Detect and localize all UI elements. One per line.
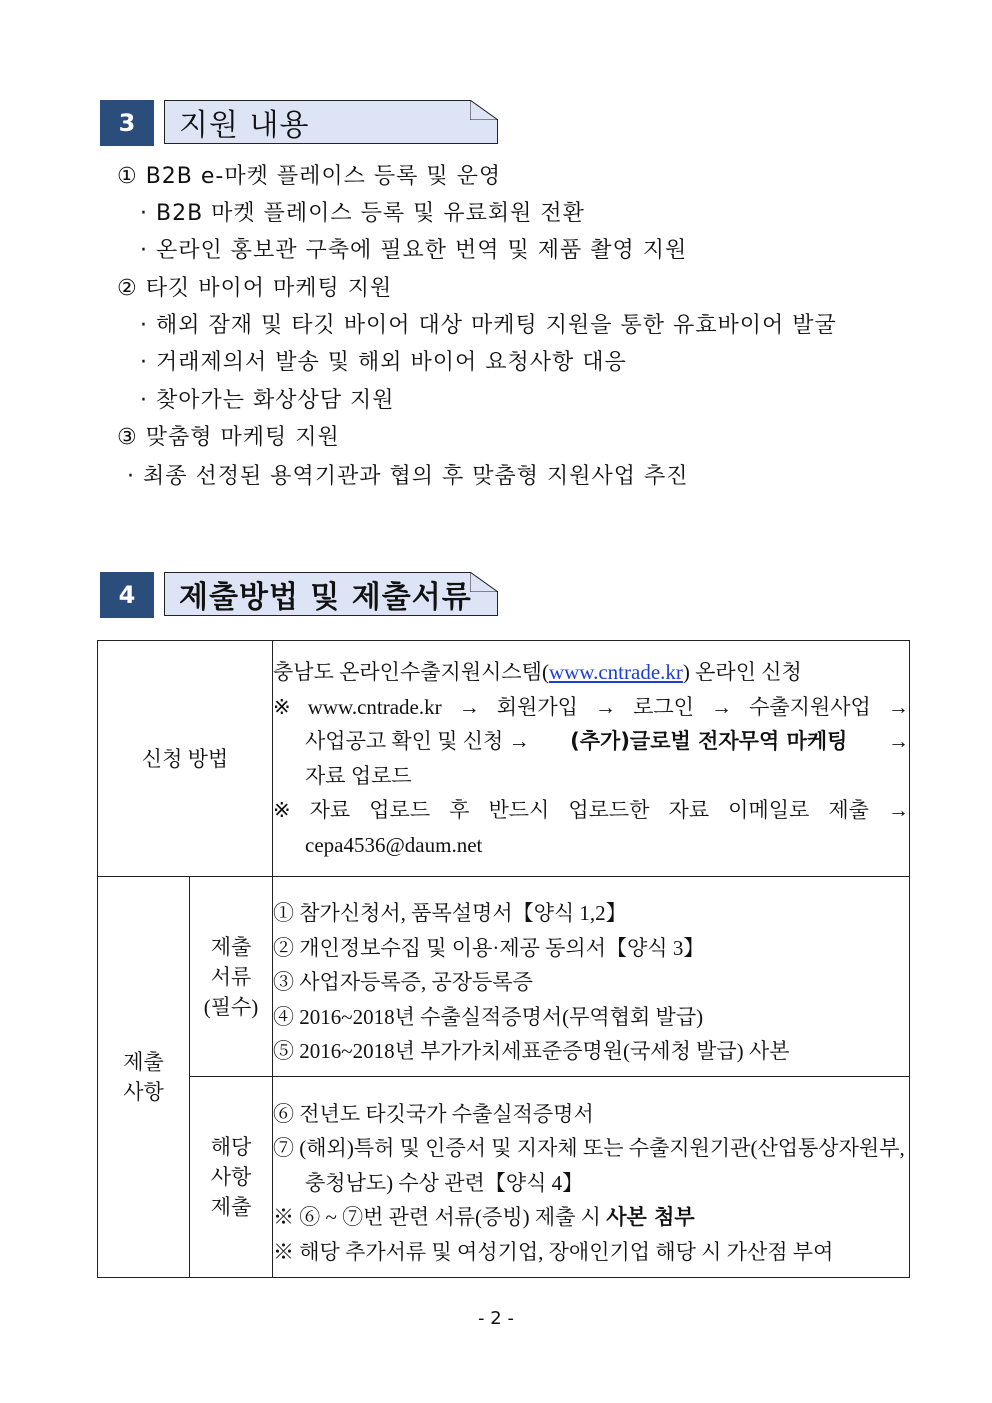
apply-step: www.cntrade.kr	[307, 694, 442, 719]
required-doc-item: ⑤ 2016~2018년 부가가치세표준증명원(국세청 발급) 사본	[273, 1039, 790, 1064]
word: 자료	[309, 798, 351, 822]
word: 업로드한	[568, 798, 650, 822]
page-number: - 2 -	[478, 1308, 514, 1329]
apply-line-5	[273, 793, 909, 828]
list-item: · 찾아가는 화상상담 지원	[140, 388, 395, 413]
list-item: · 온라인 홍보관 구축에 필요한 번역 및 제품 촬영 지원	[140, 238, 688, 263]
arrow-icon: →	[458, 694, 480, 719]
apply-method-content	[273, 641, 910, 877]
required-docs-label	[190, 877, 273, 1077]
applicable-doc-item: ⑥ 전년도 타깃국가 수출실적증명서	[273, 1101, 594, 1126]
submission-table	[97, 640, 910, 1278]
section4-number-badge: 4	[100, 572, 154, 618]
arrow-icon: →	[887, 729, 909, 753]
apply-line-1	[273, 655, 909, 690]
arrow-icon: →	[711, 694, 733, 719]
apply-line-2	[273, 690, 909, 725]
word: 업로드	[369, 798, 431, 822]
apply-step: 회원가입	[496, 694, 578, 719]
list-item: · B2B 마켓 플레이스 등록 및 유료회원 전환	[140, 201, 585, 226]
required-doc-item: ③ 사업자등록증, 공장등록증	[273, 970, 533, 995]
word: 반드시	[488, 798, 550, 822]
apply-line-3-bold: (추가)글로벌 전자무역 마케팅	[570, 729, 848, 753]
word: 이메일로	[728, 798, 810, 822]
apply-line-1-post: ) 온라인 신청	[682, 660, 802, 684]
apply-line-4: 자료 업로드	[305, 763, 412, 788]
list-item: · 거래제의서 발송 및 해외 바이어 요청사항 대응	[140, 350, 627, 375]
list-item: · 최종 선정된 용역기관과 협의 후 맞춤형 지원사업 추진	[127, 464, 689, 489]
applicable-doc-item: ⑦ (해외)특허 및 인증서 및 지자체 또는 수출지원기관(산업통상자원부,	[273, 1136, 905, 1161]
cntrade-link[interactable]: www.cntrade.kr	[548, 660, 683, 684]
arrow-icon: →	[595, 694, 616, 719]
bonus-points-note: ※ 해당 추가서류 및 여성기업, 장애인기업 해당 시 가산점 부여	[273, 1239, 834, 1264]
arrow-icon: →	[887, 798, 909, 822]
note-mark: ※	[273, 798, 291, 822]
required-docs-label-text: 제출 서류 (필수)	[203, 934, 259, 1019]
required-doc-item: ④ 2016~2018년 수출실적증명서(무역협회 발급)	[273, 1004, 704, 1029]
applicable-docs-content	[273, 1077, 910, 1278]
list-item: · 해외 잠재 및 타깃 바이어 대상 마케팅 지원을 통한 유효바이어 발굴	[140, 313, 837, 338]
applicable-docs-label-text: 해당 사항 제출	[210, 1135, 252, 1219]
word: 후	[449, 798, 470, 822]
folded-corner-icon	[470, 100, 498, 120]
copy-attach-note-pre: ※ ⑥ ~ ⑦번 관련 서류(증빙) 제출 시	[273, 1205, 601, 1230]
applicable-doc-item-cont: 충청남도) 수상 관련【양식 4】	[305, 1170, 584, 1195]
apply-step: 로그인	[633, 694, 694, 719]
folded-corner-icon	[470, 572, 498, 592]
copy-attach-note	[273, 1200, 909, 1235]
apply-step: 수출지원사업	[749, 694, 871, 719]
list-item: ③ 맞춤형 마케팅 지원	[117, 425, 340, 450]
section3-title	[164, 100, 498, 144]
apply-line-3-pre: 사업공고 확인 및 신청 →	[305, 729, 530, 753]
required-docs-content	[273, 877, 910, 1077]
submit-items-label	[98, 877, 190, 1278]
email-address[interactable]: cepa4536@daum.net	[305, 832, 483, 857]
required-doc-item: ② 개인정보수집 및 이용·제공 동의서【양식 3】	[273, 935, 705, 960]
arrow-icon: →	[887, 694, 909, 719]
section3-number-badge: 3	[100, 100, 154, 146]
word: 자료	[668, 798, 710, 822]
section4-title	[164, 572, 498, 616]
required-doc-item: ① 참가신청서, 품목설명서【양식 1,2】	[273, 901, 627, 926]
section3-title-text: 지원 내용	[179, 108, 310, 143]
note-mark: ※	[273, 694, 291, 719]
submit-items-label-text: 제출 사항	[123, 1050, 164, 1104]
apply-method-label	[98, 641, 273, 877]
list-item: ② 타깃 바이어 마케팅 지원	[117, 276, 393, 301]
list-item: ① B2B e-마켓 플레이스 등록 및 운영	[117, 164, 502, 189]
section4-title-text: 제출방법 및 제출서류	[179, 580, 472, 615]
word: 제출	[828, 798, 869, 822]
apply-line-3	[273, 724, 909, 759]
apply-line-1-pre: 충남도 온라인수출지원시스템(	[273, 660, 549, 684]
copy-attach-note-bold: 사본 첨부	[606, 1205, 695, 1230]
applicable-docs-label	[190, 1077, 273, 1278]
apply-method-label-text: 신청 방법	[141, 746, 229, 771]
